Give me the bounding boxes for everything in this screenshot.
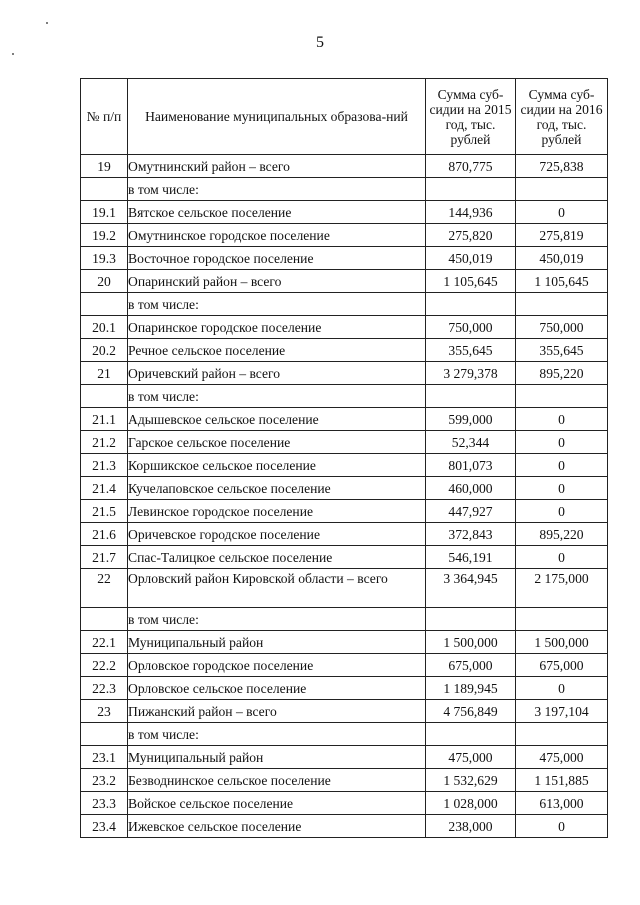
row-name-cell: Муниципальный район (128, 746, 426, 769)
row-2015-cell (426, 723, 516, 746)
row-name-cell: Безводнинское сельское поселение (128, 769, 426, 792)
row-name-cell: Оричевское городское поселение (128, 523, 426, 546)
table-row (81, 815, 608, 838)
row-2016-cell: 0 (516, 454, 608, 477)
row-2015-cell: 355,645 (426, 339, 516, 362)
row-name-cell: Опаринское городское поселение (128, 316, 426, 339)
row-2016-cell: 613,000 (516, 792, 608, 815)
row-num-cell: 20.2 (81, 339, 128, 362)
row-2015-cell: 144,936 (426, 201, 516, 224)
row-2016-cell: 750,000 (516, 316, 608, 339)
row-2016-cell: 1 500,000 (516, 631, 608, 654)
row-2015-cell: 52,344 (426, 431, 516, 454)
table-row (81, 500, 608, 523)
table-body (81, 155, 608, 838)
row-num-cell (81, 293, 128, 316)
table-row (81, 454, 608, 477)
row-name-cell: Войское сельское поселение (128, 792, 426, 815)
row-num-cell: 21.4 (81, 477, 128, 500)
row-2015-cell: 1 532,629 (426, 769, 516, 792)
row-name-cell: Левинское городское поселение (128, 500, 426, 523)
row-num-cell: 22.3 (81, 677, 128, 700)
table-row (81, 431, 608, 454)
row-2016-cell: 725,838 (516, 155, 608, 178)
row-2016-cell: 0 (516, 201, 608, 224)
row-2015-cell: 238,000 (426, 815, 516, 838)
row-name-cell: в том числе: (128, 385, 426, 408)
row-name-cell: Орловское сельское поселение (128, 677, 426, 700)
row-2015-cell (426, 608, 516, 631)
table-row (81, 339, 608, 362)
row-name-cell: в том числе: (128, 293, 426, 316)
table-row (81, 408, 608, 431)
row-2016-cell: 0 (516, 677, 608, 700)
row-name-cell: Омутнинский район – всего (128, 155, 426, 178)
table-row (81, 155, 608, 178)
row-2015-cell (426, 385, 516, 408)
row-2015-cell: 447,927 (426, 500, 516, 523)
row-2016-cell: 895,220 (516, 362, 608, 385)
row-2015-cell (426, 293, 516, 316)
row-2015-cell: 599,000 (426, 408, 516, 431)
row-name-cell: Ижевское сельское поселение (128, 815, 426, 838)
row-num-cell: 21.7 (81, 546, 128, 569)
row-2016-cell: 475,000 (516, 746, 608, 769)
row-num-cell: 19.1 (81, 201, 128, 224)
table-row (81, 270, 608, 293)
table-row (81, 654, 608, 677)
row-2015-cell: 372,843 (426, 523, 516, 546)
row-num-cell: 22.2 (81, 654, 128, 677)
row-2015-cell: 275,820 (426, 224, 516, 247)
row-2016-cell: 0 (516, 477, 608, 500)
row-2015-cell: 3 279,378 (426, 362, 516, 385)
row-name-cell: Спас-Талицкое сельское поселение (128, 546, 426, 569)
row-num-cell: 22 (81, 569, 128, 608)
row-2016-cell (516, 178, 608, 201)
row-2015-cell: 1 500,000 (426, 631, 516, 654)
table-row (81, 746, 608, 769)
row-num-cell (81, 385, 128, 408)
scan-speck-1 (46, 22, 48, 24)
row-2016-cell: 275,819 (516, 224, 608, 247)
row-2016-cell (516, 608, 608, 631)
row-2016-cell: 1 105,645 (516, 270, 608, 293)
row-num-cell (81, 178, 128, 201)
row-name-cell: Кучелаповское сельское поселение (128, 477, 426, 500)
table-row (81, 631, 608, 654)
row-name-cell: Адышевское сельское поселение (128, 408, 426, 431)
row-name-cell: Речное сельское поселение (128, 339, 426, 362)
row-num-cell: 19.2 (81, 224, 128, 247)
table-row (81, 247, 608, 270)
row-2015-cell (426, 178, 516, 201)
row-2016-cell: 675,000 (516, 654, 608, 677)
table-row (81, 769, 608, 792)
row-2016-cell: 3 197,104 (516, 700, 608, 723)
table-header-row (81, 79, 608, 155)
subsidy-table (80, 78, 608, 838)
row-2015-cell: 801,073 (426, 454, 516, 477)
row-2015-cell: 546,191 (426, 546, 516, 569)
row-num-cell: 20 (81, 270, 128, 293)
row-num-cell: 23.3 (81, 792, 128, 815)
row-name-cell: Восточное городское поселение (128, 247, 426, 270)
table-row (81, 523, 608, 546)
row-2016-cell: 0 (516, 546, 608, 569)
row-num-cell: 23 (81, 700, 128, 723)
table-row (81, 362, 608, 385)
row-num-cell: 22.1 (81, 631, 128, 654)
row-2016-cell (516, 723, 608, 746)
row-num-cell (81, 608, 128, 631)
row-2015-cell: 4 756,849 (426, 700, 516, 723)
row-2016-cell: 450,019 (516, 247, 608, 270)
row-num-cell: 21.1 (81, 408, 128, 431)
row-name-cell: Омутнинское городское поселение (128, 224, 426, 247)
row-2016-cell (516, 293, 608, 316)
row-name-cell: Гарское сельское поселение (128, 431, 426, 454)
row-2016-cell: 0 (516, 815, 608, 838)
table-row (81, 316, 608, 339)
header-num: № п/п (81, 79, 128, 155)
row-name-cell: Вятское сельское поселение (128, 201, 426, 224)
table-row (81, 201, 608, 224)
row-num-cell: 19 (81, 155, 128, 178)
row-name-cell: Коршикское сельское поселение (128, 454, 426, 477)
row-2016-cell: 355,645 (516, 339, 608, 362)
row-2015-cell: 1 028,000 (426, 792, 516, 815)
table-row (81, 178, 608, 201)
header-2015: Сумма суб-сидии на 2015 год, тыс. рублей (426, 79, 516, 155)
row-2016-cell: 0 (516, 500, 608, 523)
row-name-cell: Орловское городское поселение (128, 654, 426, 677)
row-2016-cell: 895,220 (516, 523, 608, 546)
row-2015-cell: 475,000 (426, 746, 516, 769)
scan-speck-2 (12, 53, 14, 55)
table-row (81, 608, 608, 631)
table-row (81, 723, 608, 746)
header-name: Наименование муниципальных образова-ний (128, 79, 426, 155)
row-num-cell (81, 723, 128, 746)
table-row (81, 477, 608, 500)
row-2015-cell: 870,775 (426, 155, 516, 178)
row-2016-cell (516, 385, 608, 408)
row-2016-cell: 2 175,000 (516, 569, 608, 608)
row-name-cell: Опаринский район – всего (128, 270, 426, 293)
row-num-cell: 21.6 (81, 523, 128, 546)
row-num-cell: 19.3 (81, 247, 128, 270)
table-row (81, 224, 608, 247)
row-num-cell: 21 (81, 362, 128, 385)
header-2016: Сумма суб-сидии на 2016 год, тыс. рублей (516, 79, 608, 155)
table-row (81, 569, 608, 608)
row-name-cell: Оричевский район – всего (128, 362, 426, 385)
row-num-cell: 21.2 (81, 431, 128, 454)
table-row (81, 677, 608, 700)
row-num-cell: 21.5 (81, 500, 128, 523)
row-2015-cell: 450,019 (426, 247, 516, 270)
row-num-cell: 20.1 (81, 316, 128, 339)
table-row (81, 792, 608, 815)
table-row (81, 385, 608, 408)
row-2015-cell: 1 189,945 (426, 677, 516, 700)
row-name-cell: Пижанский район – всего (128, 700, 426, 723)
row-name-cell: Муниципальный район (128, 631, 426, 654)
row-num-cell: 23.1 (81, 746, 128, 769)
row-2015-cell: 3 364,945 (426, 569, 516, 608)
row-num-cell: 23.2 (81, 769, 128, 792)
row-2015-cell: 675,000 (426, 654, 516, 677)
row-name-cell: в том числе: (128, 178, 426, 201)
table-row (81, 293, 608, 316)
row-name-cell: в том числе: (128, 723, 426, 746)
page-number: 5 (316, 34, 324, 51)
row-2016-cell: 0 (516, 431, 608, 454)
row-2016-cell: 0 (516, 408, 608, 431)
row-2015-cell: 750,000 (426, 316, 516, 339)
row-2016-cell: 1 151,885 (516, 769, 608, 792)
table-row (81, 546, 608, 569)
row-2015-cell: 460,000 (426, 477, 516, 500)
row-num-cell: 23.4 (81, 815, 128, 838)
row-name-cell: Орловский район Кировской области – всего (128, 569, 426, 608)
row-num-cell: 21.3 (81, 454, 128, 477)
row-name-cell: в том числе: (128, 608, 426, 631)
table-row (81, 700, 608, 723)
row-2015-cell: 1 105,645 (426, 270, 516, 293)
